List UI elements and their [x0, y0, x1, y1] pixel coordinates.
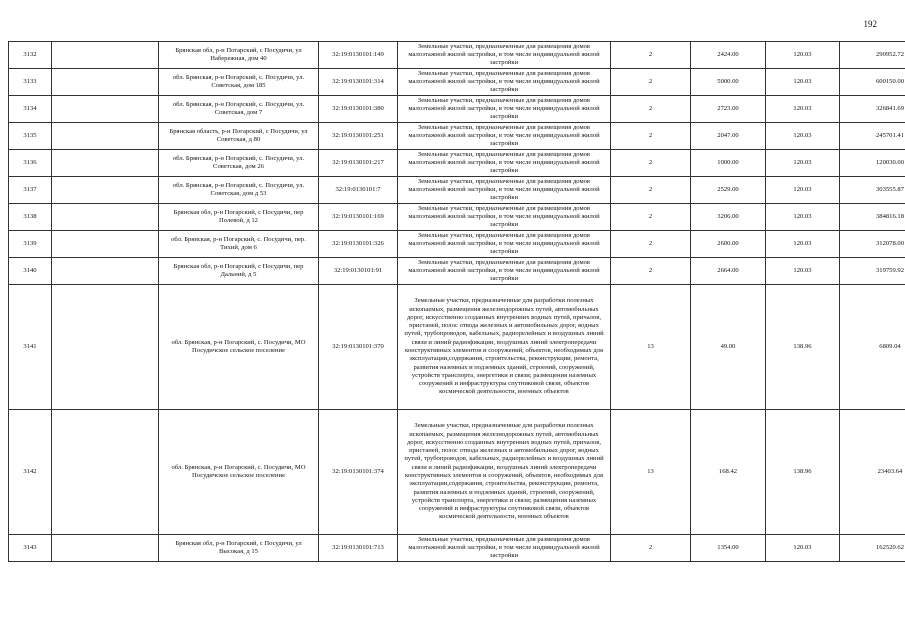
- row-number-cell: 3132: [9, 42, 52, 69]
- area-cell: 3206.00: [691, 204, 766, 231]
- address-cell: обл. Брянская, р-н Погарский, с. Посудичи, пер. Тихий, дом 6: [159, 231, 319, 258]
- table-row: [9, 204, 905, 231]
- cadastral-number-cell: 32:19:0130101:713: [319, 535, 398, 562]
- area-cell: 2047.00: [691, 123, 766, 150]
- empty-cell: [52, 410, 159, 535]
- permitted-use-cell: Земельные участки, предназначенные для размещения домов малоэтажной жилой застройки, в том числе индивидуальной жилой застройки: [398, 96, 611, 123]
- cadastral-number-cell: 32:19:0130101:91: [319, 258, 398, 285]
- cadastral-number-cell: 32:19:0130101:380: [319, 96, 398, 123]
- table-row: [9, 410, 905, 535]
- empty-cell: [52, 123, 159, 150]
- row-number-cell: 3141: [9, 285, 52, 410]
- category-code-cell: 2: [611, 42, 691, 69]
- table-row: [9, 535, 905, 562]
- cadastral-number-cell: 32:19:0130101:149: [319, 42, 398, 69]
- cadastral-number-cell: 32:19:0130101:326: [319, 231, 398, 258]
- permitted-use-cell: Земельные участки, предназначенные для размещения домов малоэтажной жилой застройки, в том числе индивидуальной жилой застройки: [398, 204, 611, 231]
- specific-value-cell: 120.03: [766, 69, 840, 96]
- table-row: [9, 285, 905, 410]
- category-code-cell: 2: [611, 258, 691, 285]
- permitted-use-cell: Земельные участки, предназначенные для размещения домов малоэтажной жилой застройки, в том числе индивидуальной жилой застройки: [398, 258, 611, 285]
- permitted-use-cell: Земельные участки, предназначенные для размещения домов малоэтажной жилой застройки, в том числе индивидуальной жилой застройки: [398, 231, 611, 258]
- specific-value-cell: 120.03: [766, 535, 840, 562]
- area-cell: 2723.00: [691, 96, 766, 123]
- address-cell: Брянская обл, р-н Погарский, с Посудичи, пер Дальний, д 5: [159, 258, 319, 285]
- row-number-cell: 3139: [9, 231, 52, 258]
- address-cell: обл. Брянская, р-н Погарский, с. Посудичи, ул. Советская, дом 185: [159, 69, 319, 96]
- permitted-use-cell: Земельные участки, предназначенные для размещения домов малоэтажной жилой застройки, в том числе индивидуальной жилой застройки: [398, 177, 611, 204]
- cadastral-number-cell: 32:19:0130101:251: [319, 123, 398, 150]
- permitted-use-cell: Земельные участки, предназначенные для размещения домов малоэтажной жилой застройки, в том числе индивидуальной жилой застройки: [398, 69, 611, 96]
- table-row: [9, 42, 905, 69]
- row-number-cell: 3134: [9, 96, 52, 123]
- cadastral-number-cell: 32:19:0130101:7: [319, 177, 398, 204]
- land-registry-table: [8, 41, 905, 562]
- table-row: [9, 96, 905, 123]
- cadastral-value-cell: 326841.69: [840, 96, 905, 123]
- row-number-cell: 3135: [9, 123, 52, 150]
- cadastral-number-cell: 32:19:0130101:217: [319, 150, 398, 177]
- specific-value-cell: 120.03: [766, 123, 840, 150]
- row-number-cell: 3143: [9, 535, 52, 562]
- page-number: 192: [863, 19, 877, 29]
- category-code-cell: 2: [611, 535, 691, 562]
- empty-cell: [52, 69, 159, 96]
- cadastral-value-cell: 290952.72: [840, 42, 905, 69]
- specific-value-cell: 120.03: [766, 42, 840, 69]
- specific-value-cell: 120.03: [766, 177, 840, 204]
- table-body: [9, 42, 905, 562]
- specific-value-cell: 120.03: [766, 204, 840, 231]
- cadastral-number-cell: 32:19:0130101:374: [319, 410, 398, 535]
- row-number-cell: 3140: [9, 258, 52, 285]
- specific-value-cell: 120.03: [766, 231, 840, 258]
- category-code-cell: 13: [611, 285, 691, 410]
- empty-cell: [52, 204, 159, 231]
- category-code-cell: 2: [611, 69, 691, 96]
- cadastral-value-cell: 319759.92: [840, 258, 905, 285]
- specific-value-cell: 138.96: [766, 285, 840, 410]
- address-cell: обл. Брянская, р-н Погарский, с. Посудичи, ул. Советская, дом д 53: [159, 177, 319, 204]
- empty-cell: [52, 42, 159, 69]
- category-code-cell: 13: [611, 410, 691, 535]
- empty-cell: [52, 177, 159, 204]
- area-cell: 2664.00: [691, 258, 766, 285]
- address-cell: обл. Брянская, р-н Погарский, с. Посудичи, МО Посудичское сельское поселение: [159, 285, 319, 410]
- empty-cell: [52, 285, 159, 410]
- permitted-use-cell: Земельные участки, предназначенные для размещения домов малоэтажной жилой застройки, в том числе индивидуальной жилой застройки: [398, 150, 611, 177]
- category-code-cell: 2: [611, 204, 691, 231]
- address-cell: Брянская обл, р-н Погарский, с Посудичи, ул Высокая, д 15: [159, 535, 319, 562]
- cadastral-number-cell: 32:19:0130101:169: [319, 204, 398, 231]
- specific-value-cell: 120.03: [766, 96, 840, 123]
- permitted-use-cell: Земельные участки, предназначенные для размещения домов малоэтажной жилой застройки, в том числе индивидуальной жилой застройки: [398, 123, 611, 150]
- table-row: [9, 123, 905, 150]
- area-cell: 5000.00: [691, 69, 766, 96]
- area-cell: 2600.00: [691, 231, 766, 258]
- empty-cell: [52, 150, 159, 177]
- category-code-cell: 2: [611, 150, 691, 177]
- table-row: [9, 231, 905, 258]
- cadastral-value-cell: 120030.00: [840, 150, 905, 177]
- cadastral-number-cell: 32:19:0130101:314: [319, 69, 398, 96]
- area-cell: 2424.00: [691, 42, 766, 69]
- address-cell: обл. Брянская, р-н Погарский, с. Посудичи, ул. Советская, дом 26: [159, 150, 319, 177]
- cadastral-value-cell: 162520.62: [840, 535, 905, 562]
- table-row: [9, 150, 905, 177]
- specific-value-cell: 138.96: [766, 410, 840, 535]
- category-code-cell: 2: [611, 177, 691, 204]
- area-cell: 1354.00: [691, 535, 766, 562]
- specific-value-cell: 120.03: [766, 150, 840, 177]
- address-cell: обл. Брянская, р-н Погарский, с. Посудичи, ул. Советская, дом 7: [159, 96, 319, 123]
- row-number-cell: 3136: [9, 150, 52, 177]
- empty-cell: [52, 535, 159, 562]
- table-row: [9, 177, 905, 204]
- area-cell: 49.00: [691, 285, 766, 410]
- cadastral-number-cell: 32:19:0130101:370: [319, 285, 398, 410]
- row-number-cell: 3142: [9, 410, 52, 535]
- permitted-use-cell: Земельные участки, предназначенные для размещения домов малоэтажной жилой застройки, в том числе индивидуальной жилой застройки: [398, 535, 611, 562]
- address-cell: обл. Брянская, р-н Погарский, с. Посудичи, МО Посудичское сельское поселение: [159, 410, 319, 535]
- specific-value-cell: 120.03: [766, 258, 840, 285]
- cadastral-value-cell: 23403.64: [840, 410, 905, 535]
- area-cell: 2529.00: [691, 177, 766, 204]
- address-cell: Брянская обл, р-н Погарский, с Посудичи, ул Набережная, дом 40: [159, 42, 319, 69]
- address-cell: Брянская обл, р-н Погарский, с Посудичи, пер Полевой, д 12: [159, 204, 319, 231]
- cadastral-value-cell: 600150.00: [840, 69, 905, 96]
- category-code-cell: 2: [611, 231, 691, 258]
- permitted-use-cell: Земельные участки, предназначенные для размещения домов малоэтажной жилой застройки, в том числе индивидуальной жилой застройки: [398, 42, 611, 69]
- permitted-use-cell: Земельные участки, предназначенные для разработки полезных ископаемых, размещения железнодорожных путей, автомобильных дорог, искусственно созданных внутренних водных путей, причалов, пристаней, полос отвода железных и автомобильных дорог, водных путей, трубопроводов, кабельных, радиорелейных и воздушных линий связи и линий радиофикации, воздушных линий электропередачи конструктивных элементов и сооружений, объектов, необходимых для эксплуатации,содержания, строительства, реконструкции, ремонта, развития наземных и подземных зданий, строений, сооружений, устройств транспорта, энергетики и связи; размещения наземных сооружений и инфраструктуры спутниковой связи, объектов космической деятельности, военных объектов: [398, 285, 611, 410]
- area-cell: 168.42: [691, 410, 766, 535]
- area-cell: 1000.00: [691, 150, 766, 177]
- cadastral-value-cell: 6809.04: [840, 285, 905, 410]
- cadastral-value-cell: 312078.00: [840, 231, 905, 258]
- permitted-use-cell: Земельные участки, предназначенные для разработки полезных ископаемых, размещения железнодорожных путей, автомобильных дорог, искусственно созданных внутренних водных путей, причалов, пристаней, полос отвода железных и автомобильных дорог, водных путей, трубопроводов, кабельных, радиорелейных и воздушных линий связи и линий радиофикации, воздушных линий электропередачи конструктивных элементов и сооружений, объектов, необходимых для эксплуатации,содержания, строительства, реконструкции, ремонта, развития наземных и подземных зданий, строений, сооружений, устройств транспорта, энергетики и связи; размещения наземных сооружений и инфраструктуры спутниковой связи, объектов космической деятельности, военных объектов: [398, 410, 611, 535]
- table-row: [9, 69, 905, 96]
- row-number-cell: 3138: [9, 204, 52, 231]
- cadastral-value-cell: 303555.87: [840, 177, 905, 204]
- category-code-cell: 2: [611, 123, 691, 150]
- cadastral-value-cell: 384816.18: [840, 204, 905, 231]
- address-cell: Брянская область, р-н Погарский, с Посудичи, ул Советская, д 80: [159, 123, 319, 150]
- empty-cell: [52, 96, 159, 123]
- row-number-cell: 3137: [9, 177, 52, 204]
- empty-cell: [52, 231, 159, 258]
- row-number-cell: 3133: [9, 69, 52, 96]
- category-code-cell: 2: [611, 96, 691, 123]
- table-row: [9, 258, 905, 285]
- cadastral-value-cell: 245701.41: [840, 123, 905, 150]
- empty-cell: [52, 258, 159, 285]
